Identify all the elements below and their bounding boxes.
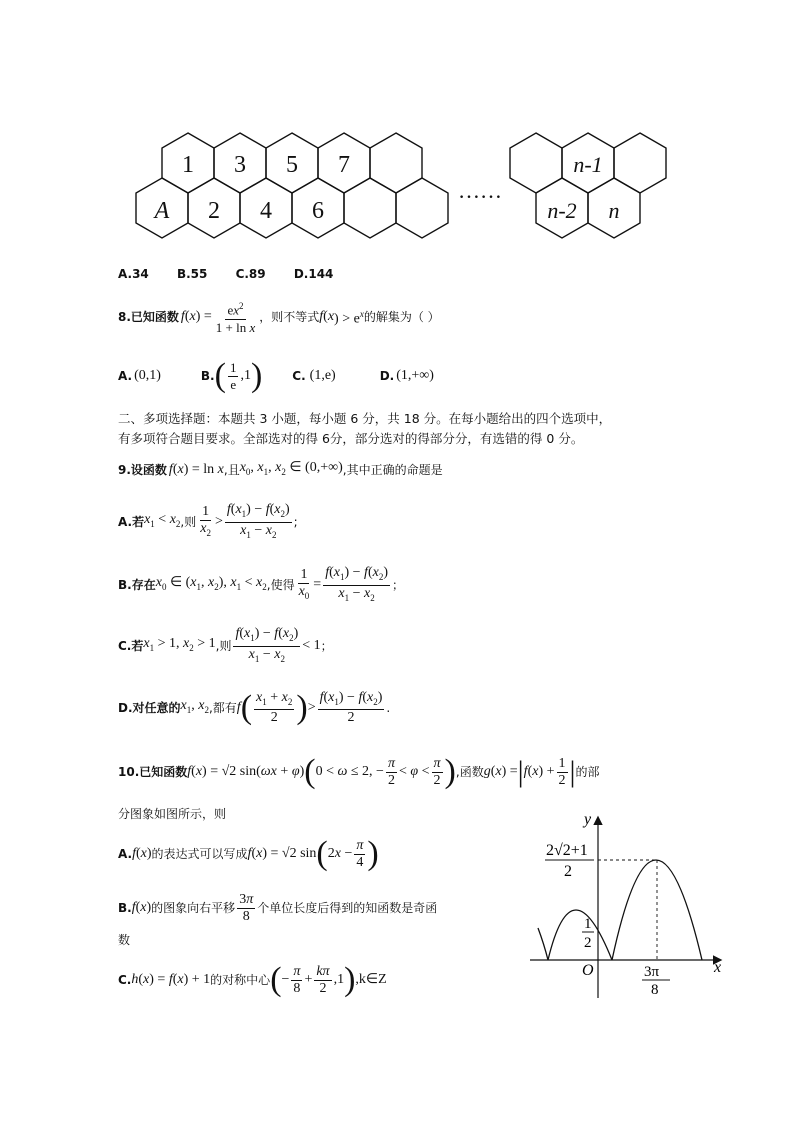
half-label-num: 1 [584,916,592,932]
q9-stem-mid: ,且 [223,463,240,477]
q9-d-prefix: D.对任意的 [118,701,181,715]
hex-label-bottom-3: 4 [260,198,272,224]
hex-right-top-3 [614,133,666,193]
q8-option-d-value: (1,+∞) [396,368,434,383]
hex-label-bottom-4: 6 [312,198,324,224]
x-axis-label: x [714,959,722,976]
q10-func-tail: ,函数 [455,765,484,779]
hex-top-5 [370,133,422,193]
hex-label-bottom-1: A [154,198,170,224]
q8-options: A. (0,1) B. ( $\frac{1}{e}$ ,1 ) C. (1,e) D. (1,+∞) [118,357,434,394]
q9-stem-tail: ,其中正确的命题是 [342,463,443,477]
hex-label-n-2: n-2 [547,198,577,223]
curve-left-small-hump [538,928,548,960]
function-graph [520,810,735,1000]
half-label-den: 2 [584,935,592,951]
q9-a-then: ,则 [180,515,197,529]
q9-b-prefix: B.存在 [118,578,156,592]
q7-option-c: C.89 [235,267,266,281]
x-tick-num: 3π [644,964,660,980]
q9-option-c: C.若 $x_1 > 1$, $x_2 > 1$ ,则 $\frac{f(x_1) - f(x_2)}{x_1 - x_2}$ < 1 ； [118,625,333,664]
section2-line2: 有多项符合题目要求。全部选对的得 6分，部分选对的得部分分，有选错的得 0 分。 [118,431,584,446]
max-label-num: 2√2+1 [546,842,588,859]
hex-right-top-1 [510,133,562,193]
hex-label-n-1: n-1 [573,152,603,177]
q10-a-mid: 的表达式可以写成 [151,847,248,861]
q9-b-mid: ,使得 [266,578,295,592]
q8-option-b: B. [200,369,215,383]
hex-label-top-4: 7 [338,152,350,178]
q10-b-prefix: B. [118,901,132,915]
hex-label-top-1: 1 [182,152,194,178]
q8-label: 8.已知函数 [118,310,179,324]
q10-option-a: A. f(x) 的表达式可以写成 f(x) = √2 sin ( 2x − $\frac{\pi}{4}$ ) [118,835,379,872]
q9-option-a: A.若 $x_1 < x_2$ ,则 $\frac{1}{x_2}$ > $\frac{f(x_1) - f(x_2)}{x_1 - x_2}$ ; [118,501,298,540]
q8-tail: 的解集为（ ） [363,310,440,324]
q9-a-prefix: A.若 [118,515,145,529]
q10-tail: 的部 [575,765,600,779]
q8-option-c-value: (1,e) [309,368,336,383]
q10-c-mid: 的对称中心 [210,973,271,987]
q10-stem: 10.已知函数 f(x) = √2 sin(ωx + φ) ( 0 < ω ≤ 2, − $\frac{\pi}{2}$ < φ < $\frac{\pi}{2}$ ) ,函数 g(x) = | f(x) + $\frac{1}{2}$ | 的部 [118,753,600,790]
q9-stem: 9.设函数 f(x) = ln x ,且 $x_0$, $x_1$, $x_2$ ∈ (0,+∞) ,其中正确的命题是 [118,460,443,477]
hex-label-top-2: 3 [234,152,246,178]
q10-label: 10.已知函数 [118,765,188,779]
curve-small-hump [548,910,612,960]
q10-option-b: B. f(x) 的图象向右平移 $\frac{3\pi}{8}$ 个单位长度后得到的知函数是奇函 [118,891,438,924]
q8-option-a: A. [118,369,133,383]
q7-options [118,265,333,283]
q9-c-then: ,则 [215,639,232,653]
honeycomb-figure [130,128,675,243]
hex-label-top-3: 5 [286,152,298,178]
q7-option-d: D.144 [293,267,334,281]
hex-ellipsis: …… [458,178,502,203]
q10-b-tail: 个单位长度后得到的知函数是奇函 [257,901,438,915]
hex-bottom-6 [396,178,448,238]
hex-label-bottom-2: 2 [208,198,220,224]
q8-option-d: D. [379,369,395,383]
hex-label-n: n [608,198,620,223]
y-axis-label: y [584,811,592,828]
q8-mid: ，则不等式 [259,310,320,324]
hex-bottom-5 [344,178,396,238]
q10-b-mid: 的图象向右平移 [151,901,236,915]
x-tick-den: 8 [651,982,659,998]
q9-d-mid: ,都有 [208,701,237,715]
section2-line1: 二、多项选择题：本题共 3 小题，每小题 6 分，共 18 分。在每小题给出的四个选项中， [118,411,612,426]
q8-option-a-value: (0,1) [134,368,161,383]
q9-option-d: D.对任意的 $x_1$, $x_2$ ,都有 f ( $\frac{x_1 + x_2}{2}$ ) > $\frac{f(x_1) - f(x_2)}{2}$ . [118,689,391,726]
q10-stem-line2: 分图象如图所示，则 [118,807,227,821]
q8-stem: 8.已知函数 f ( x ) = $\frac{ex^2}{\text{1 + ln x}}$ ，则不等式 f ( x ) > $e^x$ 的解集为（ ） [118,301,440,335]
q10-c-tail: ,k∈Z [355,972,387,987]
origin-label: O [582,962,594,979]
q8-option-c: C. [292,369,306,383]
q10-a-prefix: A. [118,847,133,861]
q10-c-prefix: C. [118,973,132,987]
q9-option-b: B.存在 $x_0$ ∈ ($x_1$, $x_2$), $x_1 < x_2$ ,使得 $\frac{1}{x_0}$ = $\frac{f(x_1) - f(x_2)}{x_1 - x_2}$ ； [118,564,405,603]
q9-c-prefix: C.若 [118,639,144,653]
q10-option-b-line2: 数 [118,933,131,947]
max-label-den: 2 [564,863,572,880]
q7-option-a: A.34 [118,267,149,281]
q7-option-b: B.55 [176,267,208,281]
q9-label: 9.设函数 [118,463,167,477]
q10-option-c: C. h(x) = f(x) + 1 的对称中心 ( − $\frac{\pi}{8}$ + $\frac{k\pi}{2}$ ,1 ) ,k∈Z [118,961,387,998]
